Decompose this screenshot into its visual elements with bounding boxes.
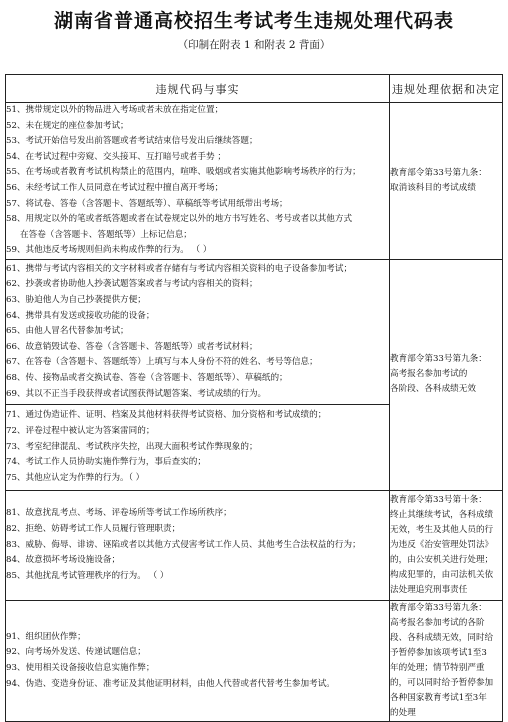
violation-item: 73、考室纪律混乱、考试秩序失控，出现大面积考试作弊现象的； <box>6 441 258 452</box>
table-row <box>6 103 503 260</box>
violation-item: 64、携带具有发送或接收功能的设备； <box>6 310 155 321</box>
violation-item: 84、故意损坏考场设施设备； <box>6 555 121 566</box>
violation-item: 57、将试卷、答卷（含答题卡、答题纸等）、草稿纸等考试用纸带出考场； <box>6 198 288 209</box>
basis-line: 取消该科目的考试成绩 <box>390 182 476 193</box>
basis-line: 教育部令第33号第九条： <box>390 167 487 178</box>
violation-item: 63、胁迫他人为自己抄袭提供方便； <box>6 294 146 305</box>
violation-item: 94、伪造、变造身份证、准考证及其他证明材料，由他人代替或者代替考生参加考试。 <box>6 678 335 689</box>
basis-line: 各阶段、各科成绩无效 <box>390 384 476 395</box>
basis-line: 高考报名参加考试的各阶 <box>390 617 485 628</box>
violation-item: 52、未在规定的座位参加考试； <box>6 120 129 131</box>
violation-item: 55、在考场或者教育考试机构禁止的范围内，喧哗、吸烟或者实施其他影响考场秩序的行为； <box>6 167 361 178</box>
basis-line: 教育部令第33号第九条： <box>390 354 487 365</box>
violation-item: 81、故意扰乱考点、考场、评卷场所等考试工作场所秩序； <box>6 508 232 519</box>
violation-list-group-8 <box>6 490 390 600</box>
basis-line: 段、各科成绩无效，同时给 <box>390 632 494 643</box>
basis-line: 的，由公安机关进行处理； <box>390 554 494 565</box>
basis-line: 年的处理；情节特别严重 <box>390 662 485 673</box>
violation-code-table <box>5 74 503 722</box>
table-row <box>6 490 503 600</box>
handling-basis-group-6-7 <box>390 259 503 490</box>
violation-item: 71、通过伪造证件、证明、档案及其他材料获得考试资格、加分资格和考试成绩的； <box>6 410 327 421</box>
violation-item: 92、向考场外发送、传递试题信息； <box>6 647 146 658</box>
basis-line: 法处理追究刑事责任 <box>390 584 468 595</box>
violation-item: 82、拒绝、妨碍考试工作人员履行管理职责； <box>6 524 181 535</box>
violation-item-continuation <box>6 228 389 244</box>
basis-line: 终止其继续考试，各科成绩 <box>390 509 494 520</box>
violation-item: 66、故意销毁试卷、答卷（含答题卡、答题纸等）或者考试材料； <box>6 341 258 352</box>
violation-item: 85、其他扰乱考试管理秩序的行为。 （ ） <box>6 570 169 581</box>
violation-item: 75、其他应认定为作弊的行为。（ ） <box>6 472 145 483</box>
column-header-basis: 违规处理依据和决定 <box>390 75 503 103</box>
table-header-row <box>6 75 503 103</box>
handling-basis-group-5 <box>390 103 503 260</box>
violation-item: 67、在答卷（含答题卡、答题纸等）上填写与本人身份不符的姓名、考号等信息； <box>6 357 318 368</box>
violation-item: 72、评卷过程中被认定为答案雷同的； <box>6 426 155 437</box>
violation-item: 56、未经考试工作人员同意在考试过程中擅自离开考场； <box>6 182 224 193</box>
violation-item: 59、其他违反考场规则但尚未构成作弊的行为。 （ ） <box>6 245 212 256</box>
violation-list-group-5 <box>6 103 390 260</box>
violation-list-group-7 <box>6 404 390 490</box>
basis-line: 的处理 <box>390 707 416 718</box>
basis-line: 教育部令第33号第九条： <box>390 602 487 613</box>
violation-item: 51、携带规定以外的物品进入考场或者未放在指定位置； <box>6 105 224 115</box>
handling-basis-group-9 <box>390 600 503 721</box>
violation-list-group-9 <box>6 600 390 721</box>
basis-line: 为违反《治安管理处罚法》 <box>390 539 494 550</box>
basis-line: 无效，考生及其他人员的行 <box>390 524 494 535</box>
violation-item: 83、威胁、侮辱、诽谤、诬陷或者以其他方式侵害考试工作人员、其他考生合法权益的行为； <box>6 539 361 550</box>
violation-item: 53、考试开始信号发出前答题或者考试结束信号发出后继续答题； <box>6 136 258 147</box>
violation-item: 68、传、接物品或者交换试卷、答卷（含答题卡、答题纸等）、草稿纸的； <box>6 372 288 383</box>
violation-list-group-6 <box>6 259 390 404</box>
violation-item: 62、抄袭或者协助他人抄袭试题答案或者与考试内容相关的资料； <box>6 279 258 290</box>
violation-item: 91、组织团伙作弊； <box>6 631 86 642</box>
violation-item: 58、用规定以外的笔或者纸答题或者在试卷规定以外的地方书写姓名、考号或者以其他方式 <box>6 214 353 225</box>
table-row <box>6 259 503 404</box>
continuation-text: 在答卷（含答题卡、答题纸等）上标记信息； <box>20 229 192 240</box>
page-title: 湖南省普通高校招生考试考生违规处理代码表 <box>53 10 454 32</box>
table-row <box>6 600 503 721</box>
basis-line: 高考报名参加考试的 <box>390 369 468 380</box>
column-header-codes: 违规代码与事实 <box>6 75 390 103</box>
violation-item: 74、考试工作人员协助实施作弊行为，事后查实的； <box>6 457 206 468</box>
page-subtitle: （印制在附表 1 和附表 2 背面） <box>177 39 331 51</box>
basis-line: 各种国家教育考试1至3年 <box>390 692 487 703</box>
basis-line: 教育部令第33号第十条： <box>390 494 487 505</box>
violation-item: 65、由他人冒名代替参加考试； <box>6 326 129 337</box>
violation-item: 54、在考试过程中旁窥、交头接耳、互打暗号或者手势 ； <box>6 151 226 162</box>
basis-line: 的，可以同时给予暂停参加 <box>390 677 494 688</box>
basis-line: 构成犯罪的，由司法机关依 <box>390 569 494 580</box>
violation-item: 61、携带与考试内容相关的文字材料或者存储有与考试内容相关资料的电子设备参加考试； <box>6 263 353 274</box>
violation-item: 93、使用相关设备接收信息实施作弊； <box>6 662 155 673</box>
violation-item: 69、其以不正当手段获得或者试图获得试题答案、考试成绩的行为。 <box>6 388 267 399</box>
basis-line: 予暂停参加该项考试1至3 <box>390 647 487 658</box>
handling-basis-group-8 <box>390 490 503 600</box>
